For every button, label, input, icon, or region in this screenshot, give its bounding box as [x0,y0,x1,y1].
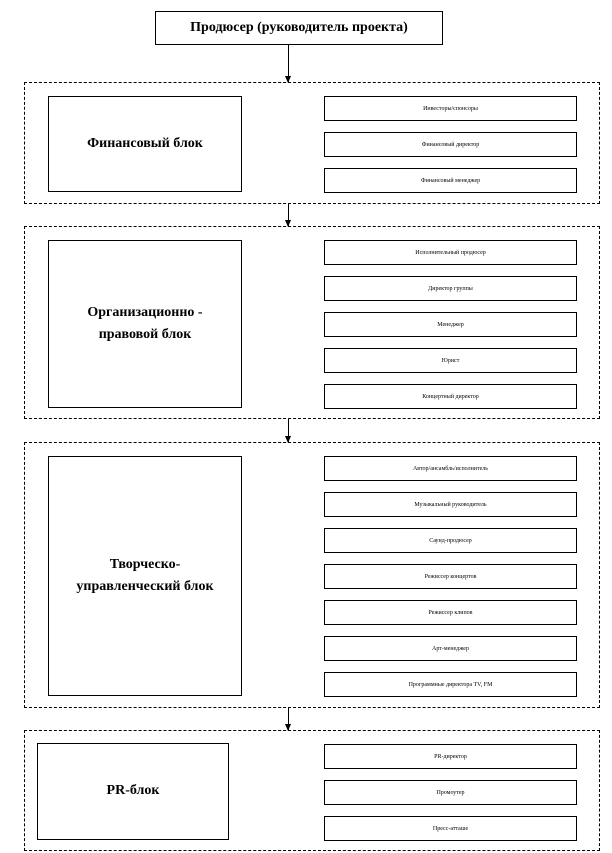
arrow-creative-to-pr [288,708,289,730]
pr-block-group [24,730,600,851]
role-label: Режиссер концертов [424,573,477,580]
role-label: Исполнительный продюсер [415,249,486,256]
arrow-producer-to-financial [288,45,289,82]
arrow-legal-to-creative [288,419,289,442]
creative-block-title: Творческо-управленческий блок [76,556,214,594]
creative-block-group [24,442,600,708]
role-label: Музыкальный руководитель [414,501,487,508]
role-box [324,744,577,769]
role-box [324,672,577,697]
legal-block-title: Организационно - правовой блок [87,304,203,342]
role-label: Менеджер [437,321,464,328]
role-box [324,384,577,409]
role-label: Арт-менеджер [432,645,469,652]
role-box [324,168,577,193]
role-box [324,636,577,661]
role-label: Саунд-продюсер [429,537,472,544]
role-label: Автор/ансамбль/исполнитель [412,465,489,472]
role-label: Инвесторы/спонсоры [423,105,478,112]
pr-block-box [37,743,229,840]
role-box [324,528,577,553]
role-box [324,240,577,265]
role-box [324,348,577,373]
role-label: Пресс-атташе [432,825,469,832]
role-label: Промоутер [436,789,465,796]
role-label: Финансовый директор [421,141,480,148]
role-box [324,276,577,301]
role-label: Директор группы [428,285,473,292]
role-label: Режиссер клипов [428,609,473,616]
financial-block-title: Финансовый блок [87,135,203,151]
role-box [324,600,577,625]
role-box [324,456,577,481]
role-label: Концертный директор [422,393,479,400]
role-label: Программные директора TV, FM [408,681,493,688]
role-label: Финансовый менеджер [420,177,481,184]
legal-block-group [24,226,600,419]
role-box [324,96,577,121]
role-box [324,780,577,805]
producer-label: Продюсер (руководитель проекта) [190,20,408,35]
financial-block-box [48,96,242,192]
creative-block-box [48,456,242,696]
role-label: Юрист [441,357,460,364]
financial-block-group [24,82,600,204]
role-box [324,564,577,589]
role-box [324,816,577,841]
arrow-financial-to-legal [288,204,289,226]
role-box [324,312,577,337]
legal-block-box [48,240,242,408]
pr-block-title: PR-блок [106,783,160,799]
role-box [324,492,577,517]
producer-box [155,11,443,45]
role-box [324,132,577,157]
role-label: PR-директор [434,753,467,760]
